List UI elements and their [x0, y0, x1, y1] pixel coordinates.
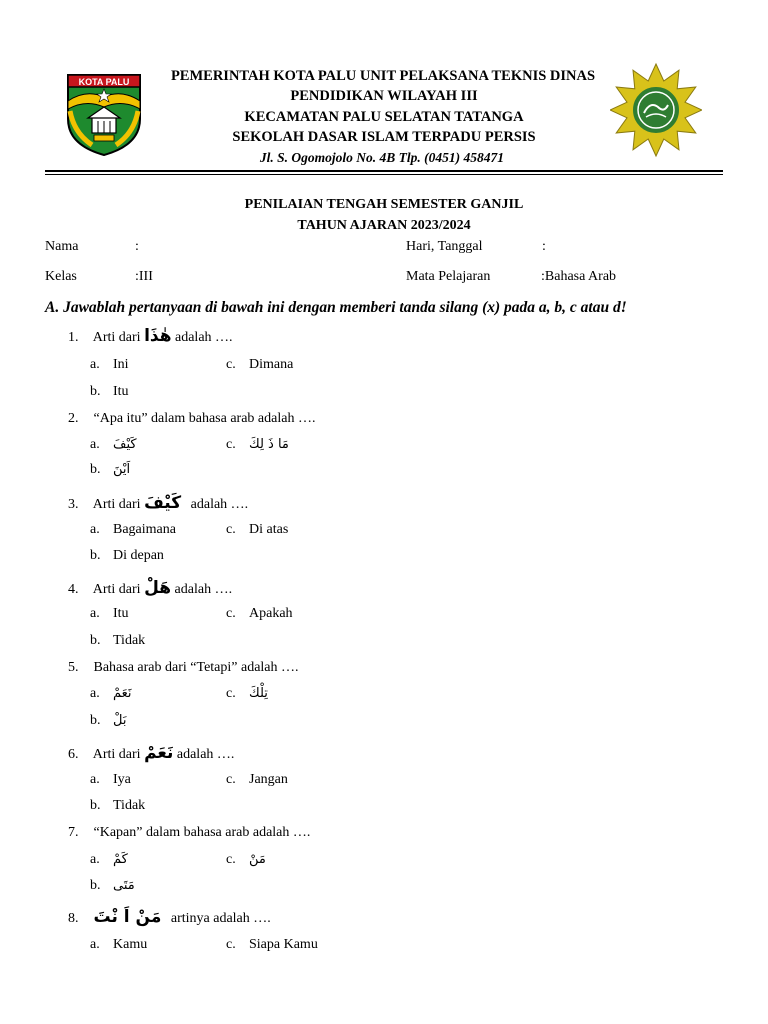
logo-text: KOTA PALU: [78, 77, 130, 87]
header-line-1: PEMERINTAH KOTA PALU UNIT PELAKSANA TEKNIS DINAS: [170, 68, 596, 84]
question-3: [68, 493, 248, 513]
option-a-text: كَيْفَ: [113, 437, 137, 452]
mapel-value: :Bahasa Arab: [541, 269, 617, 284]
option-b[interactable]: b. Di depan: [90, 548, 164, 563]
option-b[interactable]: b. بَلْ: [90, 713, 127, 728]
question-text-pre: Arti dari: [92, 582, 141, 597]
option-c[interactable]: c. Apakah: [226, 606, 293, 621]
nama-value: :: [135, 239, 139, 254]
option-c-text: مَنْ: [249, 852, 266, 867]
question-text-pre: “Apa itu” dalam bahasa arab adalah ….: [93, 411, 316, 426]
option-a[interactable]: a. Bagaimana: [90, 522, 176, 537]
option-c[interactable]: c. تِلْكَ: [226, 686, 268, 701]
header-divider-thick: [45, 170, 723, 172]
option-a[interactable]: a. Kamu: [90, 937, 148, 952]
option-a[interactable]: a. Itu: [90, 606, 129, 621]
option-b-text: مَتَى: [113, 878, 135, 893]
option-b-text: بَلْ: [113, 713, 127, 728]
question-8: [68, 907, 271, 927]
question-arabic: كَيْفَ: [144, 493, 182, 513]
option-b[interactable]: b. Tidak: [90, 633, 146, 648]
question-number: 6.: [68, 747, 79, 762]
question-text-post: adalah ….: [176, 747, 235, 762]
option-c[interactable]: c. Siapa Kamu: [226, 937, 318, 952]
option-a-text: Ini: [113, 357, 129, 372]
kelas-value: :III: [135, 269, 153, 284]
header-line-3: KECAMATAN PALU SELATAN TATANGA: [244, 109, 524, 125]
option-c-text: Siapa Kamu: [249, 937, 318, 952]
option-a[interactable]: a. كَيْفَ: [90, 437, 137, 452]
option-a-text: كَمْ: [113, 852, 128, 867]
option-b[interactable]: b. Itu: [90, 384, 129, 399]
option-c[interactable]: c. Di atas: [226, 522, 289, 537]
option-c[interactable]: c. Jangan: [226, 772, 288, 787]
option-c-text: مَا ذَ لِكَ: [249, 437, 289, 452]
question-6: [68, 743, 234, 763]
option-b[interactable]: b. Tidak: [90, 798, 146, 813]
question-arabic: مَنْ اَ نْتَ: [93, 907, 162, 927]
question-number: 1.: [68, 330, 79, 345]
option-a[interactable]: a. نَعَمْ: [90, 686, 132, 701]
kelas-label: Kelas: [45, 269, 77, 284]
option-c-text: Jangan: [249, 772, 288, 787]
question-number: 3.: [68, 497, 79, 512]
question-text-pre: Arti dari: [92, 747, 141, 762]
option-c[interactable]: c. Dimana: [226, 357, 294, 372]
option-c-text: Di atas: [249, 522, 289, 537]
option-b-text: اَيْنَ: [113, 462, 131, 477]
question-arabic: نَعَمْ: [144, 743, 174, 763]
question-number: 5.: [68, 660, 79, 675]
option-a-text: نَعَمْ: [113, 686, 132, 701]
question-arabic: هَلْ: [144, 578, 172, 598]
option-a-text: Iya: [113, 772, 131, 787]
option-a[interactable]: a. Iya: [90, 772, 131, 787]
hari-label: Hari, Tanggal: [406, 239, 483, 254]
question-1: [68, 326, 233, 346]
question-text-pre: Arti dari: [92, 497, 141, 512]
option-b-text: Di depan: [113, 548, 164, 563]
option-c-text: Apakah: [249, 606, 293, 621]
question-text-post: adalah ….: [190, 497, 249, 512]
question-text-pre: “Kapan” dalam bahasa arab adalah ….: [93, 825, 311, 840]
question-2: [68, 411, 315, 427]
question-5: [68, 660, 299, 676]
hari-value: :: [542, 239, 546, 254]
mapel-label: Mata Pelajaran: [406, 269, 491, 284]
option-c[interactable]: c. مَا ذَ لِكَ: [226, 437, 289, 452]
header-line-4: SEKOLAH DASAR ISLAM TERPADU PERSIS: [232, 129, 536, 145]
question-text-pre: Bahasa arab dari “Tetapi” adalah ….: [93, 660, 299, 675]
option-c-text: Dimana: [249, 357, 294, 372]
section-a-instruction: A. Jawablah pertanyaan di bawah ini dengan memberi tanda silang (x) pada a, b, c atau d!: [45, 299, 627, 316]
question-text-post: adalah ….: [175, 330, 233, 345]
header-line-2: PENDIDIKAN WILAYAH III: [290, 88, 478, 104]
header-address: Jl. S. Ogomojolo No. 4B Tlp. (0451) 458471: [259, 150, 505, 165]
option-b[interactable]: b. مَتَى: [90, 878, 135, 893]
option-b-text: Tidak: [113, 633, 146, 648]
option-a[interactable]: a. كَمْ: [90, 852, 128, 867]
question-number: 8.: [68, 911, 79, 926]
option-b-text: Itu: [113, 384, 129, 399]
option-b-text: Tidak: [113, 798, 146, 813]
option-a[interactable]: a. Ini: [90, 357, 129, 372]
exam-title: PENILAIAN TENGAH SEMESTER GANJIL: [244, 197, 524, 212]
question-text-post: artinya adalah ….: [170, 911, 271, 926]
question-number: 7.: [68, 825, 79, 840]
option-a-text: Bagaimana: [113, 522, 176, 537]
nama-label: Nama: [45, 239, 79, 254]
question-text-post: adalah ….: [174, 582, 233, 597]
option-a-text: Kamu: [113, 937, 148, 952]
option-c-text: تِلْكَ: [249, 686, 268, 701]
header-divider-thin: [45, 174, 723, 175]
question-7: [68, 825, 310, 841]
option-c[interactable]: c. مَنْ: [226, 852, 266, 867]
question-text-pre: Arti dari: [92, 330, 141, 345]
exam-year: TAHUN AJARAN 2023/2024: [297, 218, 471, 233]
question-number: 2.: [68, 411, 79, 426]
option-b[interactable]: b. اَيْنَ: [90, 462, 131, 477]
question-4: [68, 578, 232, 598]
question-number: 4.: [68, 582, 79, 597]
question-arabic: هٰذَا: [144, 326, 172, 346]
option-a-text: Itu: [113, 606, 129, 621]
